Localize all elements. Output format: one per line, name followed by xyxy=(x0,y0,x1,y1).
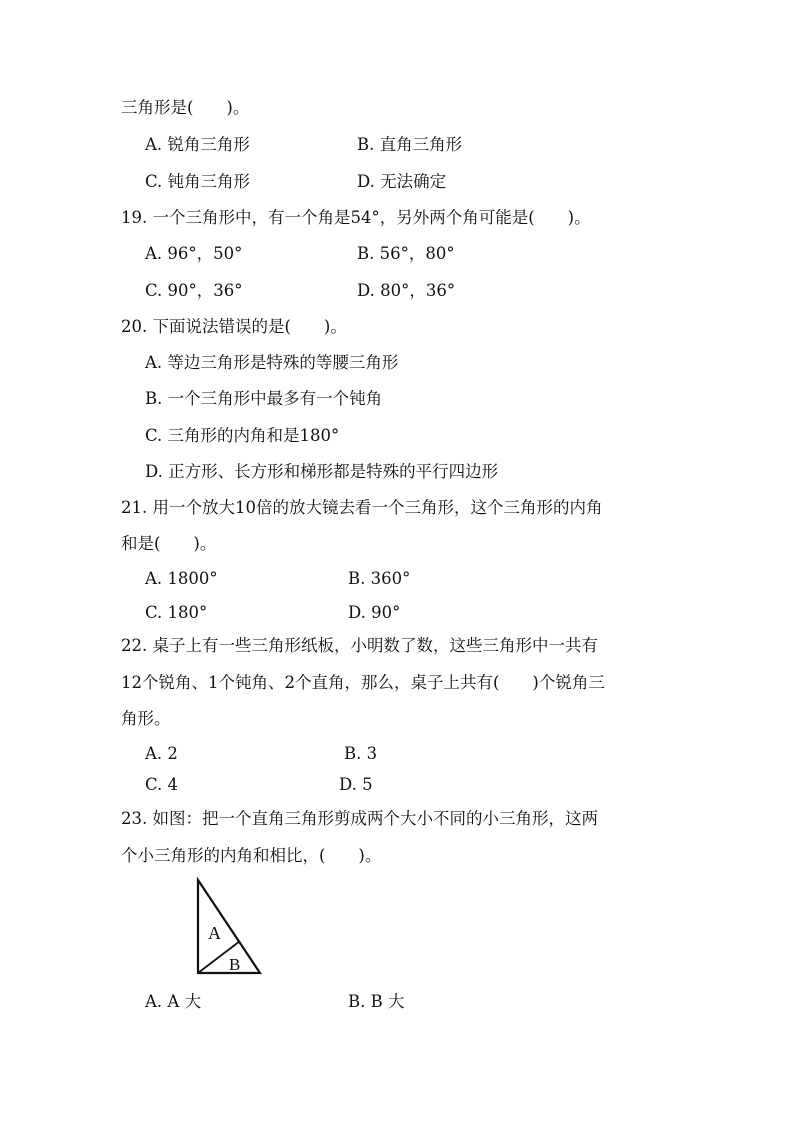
q19-stem: 19. 一个三角形中，有一个角是54°，另外两个角可能是( )。 xyxy=(121,208,591,227)
q21-option-b: B. 360° xyxy=(348,569,411,588)
q22-stem-line2: 12个锐角、1个钝角、2个直角，那么，桌子上共有( )个锐角三 xyxy=(121,673,605,692)
q20-option-d: D. 正方形、长方形和梯形都是特殊的平行四边形 xyxy=(145,462,499,481)
q21-option-d: D. 90° xyxy=(348,603,401,622)
q22-option-d: D. 5 xyxy=(339,775,373,794)
q23-stem-line1: 23. 如图：把一个直角三角形剪成两个大小不同的小三角形，这两 xyxy=(121,809,598,828)
right-triangle-figure xyxy=(194,876,266,978)
q19-option-d: D. 80°，36° xyxy=(357,281,456,300)
q22-option-b: B. 3 xyxy=(344,744,378,763)
q19-option-a: A. 96°，50° xyxy=(145,244,243,263)
q20-option-c: C. 三角形的内角和是180° xyxy=(145,426,340,445)
q22-stem-line1: 22. 桌子上有一些三角形纸板，小明数了数，这些三角形中一共有 xyxy=(121,636,598,655)
figure-label-a: A xyxy=(208,923,221,943)
q21-stem-line2: 和是( )。 xyxy=(121,534,217,553)
q21-stem-line1: 21. 用一个放大10倍的放大镜去看一个三角形，这个三角形的内角 xyxy=(121,498,603,517)
q21-option-c: C. 180° xyxy=(145,603,208,622)
q21-option-a: A. 1800° xyxy=(145,569,218,588)
q23-option-a: A. A 大 xyxy=(145,992,202,1011)
q23-option-b: B. B 大 xyxy=(348,992,405,1011)
q19-option-c: C. 90°，36° xyxy=(145,281,243,300)
q19-option-b: B. 56°，80° xyxy=(357,244,455,263)
q18-option-d: D. 无法确定 xyxy=(357,172,447,191)
q22-option-c: C. 4 xyxy=(145,775,179,794)
q18-option-c: C. 钝角三角形 xyxy=(145,172,251,191)
q22-stem-line3: 角形。 xyxy=(121,709,171,728)
q18-option-b: B. 直角三角形 xyxy=(357,135,463,154)
q20-option-a: A. 等边三角形是特殊的等腰三角形 xyxy=(145,353,399,372)
q20-stem: 20. 下面说法错误的是( )。 xyxy=(121,317,347,336)
q23-stem-line2: 个小三角形的内角和相比，( )。 xyxy=(121,846,382,865)
figure-label-b: B xyxy=(229,955,241,974)
q18-option-a: A. 锐角三角形 xyxy=(145,135,250,154)
q18-stem-continued: 三角形是( )。 xyxy=(121,98,250,117)
q20-option-b: B. 一个三角形中最多有一个钝角 xyxy=(145,389,383,408)
q22-option-a: A. 2 xyxy=(145,744,178,763)
